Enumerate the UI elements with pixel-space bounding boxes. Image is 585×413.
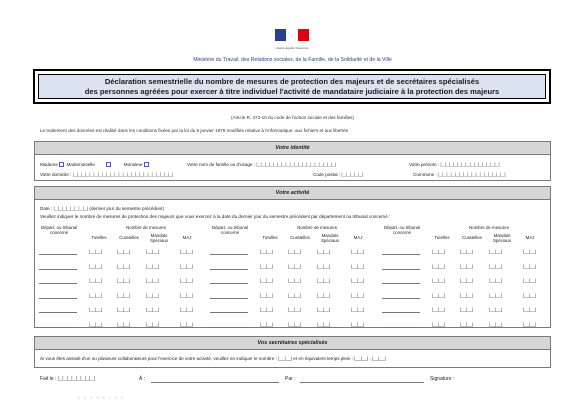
domicile-label: Votre domicile : [40,172,72,177]
col-header-tutelles: Tutelles [262,235,278,240]
activity-heading: Votre activité [35,187,550,200]
cell-cur-boxes[interactable]: |__|__| [288,278,302,283]
dept-input-line[interactable] [39,283,77,284]
dept-input-line[interactable] [210,298,248,299]
nom-boxes: |_|_|_|_|_|_|_|_|_|_|_|_|_|_|_|_|_|_|_| [256,162,337,167]
cell-cur-boxes[interactable]: |__|__| [460,249,474,254]
cell-cur-boxes[interactable]: |__|__| [117,307,131,312]
dept-input-line[interactable] [382,254,420,255]
col-header-maj: MAJ [525,235,535,240]
cell-cur-boxes[interactable]: |__|__| [117,321,131,327]
col-header-curatelles: Curatelles [462,235,482,240]
col-header-tutelles: Tutelles [434,235,450,240]
commune-boxes: |_|_|_|_|_|_|_|_|_|_|_|_|_|_|_|_| [438,172,506,177]
flag-white [286,29,297,41]
cell-maj-boxes[interactable]: |__|__| [351,292,365,298]
cell-man-boxes[interactable]: |__|__| [489,263,503,269]
cell-tut-boxes[interactable]: |__|__| [260,278,274,283]
signature-label: Signature : [430,376,455,382]
cell-tut-boxes[interactable]: |__|__| [432,321,446,327]
col-header-dept: Départ. ou tribunal concerné [40,225,78,235]
cell-cur-boxes[interactable]: |__|__| [288,292,302,298]
cell-man-boxes[interactable]: |__|__| [146,321,160,327]
col-header-group: Nombre de mesures [126,225,166,230]
cell-cur-boxes[interactable]: |__|__| [288,307,302,312]
secretaries-section [34,336,551,368]
code-postal-label: Code postal : [313,172,341,177]
dept-input-line[interactable] [39,298,77,299]
cell-tut-boxes[interactable]: |__|__| [89,278,103,283]
cell-tut-boxes[interactable]: |__|__| [260,307,274,312]
cell-tut-boxes[interactable]: |__|__| [432,249,446,254]
cell-maj-boxes[interactable]: |__|__| [351,307,365,312]
cell-man-boxes[interactable]: |__|__| [146,292,160,298]
cell-man-boxes[interactable]: |__|__| [146,278,160,283]
dept-input-line[interactable] [210,283,248,284]
french-flag-icon [275,29,309,41]
a-label: À : [139,376,146,382]
col-header-tutelles: Tutelles [91,235,107,240]
date-label: Date : [40,206,53,211]
col-header-dept: Départ. ou tribunal concerné [211,225,249,235]
col-header-dept: Départ. ou tribunal concerné [383,225,421,235]
dept-input-line[interactable] [382,269,420,270]
prenom-label: Votre prénom : [409,162,440,167]
secretaries-heading: Vos secrétaires spécialisés [35,337,550,350]
cell-man-boxes[interactable]: |__|__| [317,249,331,254]
col-header-group: Nombre de mesures [297,225,337,230]
dept-input-line[interactable] [210,327,248,328]
flag-red [298,29,309,41]
cell-man-boxes[interactable]: |__|__| [489,292,503,298]
date-boxes: |_|_|_|_|_|_|_|_| [53,206,89,211]
article-reference: (Article R. 472-10 du code de l'action sociale et des familles) [231,115,354,120]
cell-maj-boxes[interactable]: |__|__| [523,278,537,283]
cell-tut-boxes[interactable]: |__|__| [260,292,274,298]
dept-input-line[interactable] [382,327,420,328]
mademoiselle-label: Mademoiselle [66,162,95,167]
cell-tut-boxes[interactable]: |__|__| [89,263,103,269]
activity-section [34,186,551,328]
monsieur-checkbox[interactable] [144,162,149,167]
activity-instruction: Veuillez indiquer le nombre de mesures de protection des majeurs que vous exercez à la date du dernier jour du semestre précédent par département ou tribunal concerné : [40,214,391,219]
col-header-mandats: Mandats Spéciaux [492,233,512,243]
cell-man-boxes[interactable]: |__|__| [317,321,331,327]
cell-cur-boxes[interactable]: |__|__| [288,249,302,254]
code-postal-field[interactable] [313,172,364,177]
cell-man-boxes[interactable]: |__|__| [489,321,503,327]
cell-tut-boxes[interactable]: |__|__| [432,263,446,269]
nom-label: Votre nom de famille ou d'usage : [187,162,256,167]
title-line-1: Déclaration semestrielle du nombre de mesures de protection des majeurs et de secrétaires spécialisés [104,76,480,86]
ministry-name: Ministère du Travail, des Relations sociales, de la Famille, de la Solidarité et de la Ville [193,57,392,63]
cell-tut-boxes[interactable]: |__|__| [89,307,103,312]
cell-cur-boxes[interactable]: |__|__| [117,292,131,298]
identity-section [34,141,551,181]
cell-maj-boxes[interactable]: |__|__| [180,321,194,327]
cell-man-boxes[interactable]: |__|__| [146,249,160,254]
cell-man-boxes[interactable]: |__|__| [317,278,331,283]
title-options [40,162,149,167]
cell-tut-boxes[interactable]: |__|__| [432,292,446,298]
cell-man-boxes[interactable]: |__|__| [489,278,503,283]
code-postal-boxes: |_|_|_|_|_| [341,172,364,177]
fait-le-label: Fait le : [40,376,57,382]
col-header-maj: MAJ [353,235,363,240]
cell-maj-boxes[interactable]: |__|__| [180,278,194,283]
cell-maj-boxes[interactable]: |__|__| [523,249,537,254]
cell-man-boxes[interactable]: |__|__| [146,263,160,269]
cell-maj-boxes[interactable]: |__|__| [351,278,365,283]
cell-cur-boxes[interactable]: |__|__| [460,263,474,269]
madame-label: Madame [40,162,58,167]
cell-maj-boxes[interactable]: |__|__| [351,249,365,254]
republic-logo [272,27,312,53]
prenom-field[interactable] [409,162,500,167]
cell-maj-boxes[interactable]: |__|__| [523,307,537,312]
cell-cur-boxes[interactable]: |__|__| [117,278,131,283]
dept-input-line[interactable] [39,327,77,328]
cell-cur-boxes[interactable]: |__|__| [288,263,302,269]
nom-field[interactable] [187,162,337,167]
cell-maj-boxes[interactable]: |__|__| [523,321,537,327]
cell-cur-boxes[interactable]: |__|__| [460,321,474,327]
dept-input-line[interactable] [39,312,77,313]
par-label: Par : [285,376,296,382]
cell-man-boxes[interactable]: |__|__| [317,292,331,298]
cell-tut-boxes[interactable]: |__|__| [89,292,103,298]
secretaries-text[interactable]: Si vous êtes assisté d'un ou plusieurs collaborateurs pour l'exercice de votre activité, veuillez en indiquer le nombre : |__|__| et en équivalent temps plein : |__|__| , |__|__| [40,356,386,361]
cnil-notice: Le traitement des données est réalisé dans les conditions fixées par la loi du 6 janvier 1978 modifiée relative à l'informatique, aux fichiers et aux libertés [40,128,349,133]
marianne-icon [275,41,309,45]
commune-field[interactable] [413,172,506,177]
fait-le-boxes: |_|_|_|_|_|_|_|_| [57,376,96,382]
dept-input-line[interactable] [382,283,420,284]
cell-maj-boxes[interactable]: |__|__| [180,292,194,298]
form-code: 1 2 1 0 5 * 0 2 [78,396,125,400]
title-box [33,69,551,104]
par-input-line[interactable] [300,382,424,383]
dept-input-line[interactable] [39,254,77,255]
col-header-curatelles: Curatelles [119,235,139,240]
cell-tut-boxes[interactable]: |__|__| [89,321,103,327]
domicile-field[interactable] [40,172,174,177]
cell-cur-boxes[interactable]: |__|__| [460,278,474,283]
cell-tut-boxes[interactable]: |__|__| [432,278,446,283]
cell-tut-boxes[interactable]: |__|__| [260,263,274,269]
cell-cur-boxes[interactable]: |__|__| [117,263,131,269]
dept-input-line[interactable] [382,298,420,299]
dept-input-line[interactable] [210,269,248,270]
cell-man-boxes[interactable]: |__|__| [146,307,160,312]
title-line-2: des personnes agréées pour exercer à titre individuel l'activité de mandataire judiciaire à la protection des majeurs [84,86,500,96]
col-header-mandats: Mandats Spéciaux [149,233,169,243]
date-field[interactable] [40,206,164,211]
cell-maj-boxes[interactable]: |__|__| [180,249,194,254]
mademoiselle-checkbox[interactable] [106,162,111,167]
cell-tut-boxes[interactable]: |__|__| [260,249,274,254]
date-note: (dernier jour du semestre précédent) [89,206,164,211]
flag-blue [275,29,286,41]
title-inner [38,74,546,99]
cell-tut-boxes[interactable]: |__|__| [260,321,274,327]
logo-motto: Liberté Égalité Fraternité [275,46,309,50]
fait-le-field[interactable] [40,376,95,382]
cell-cur-boxes[interactable]: |__|__| [288,321,302,327]
col-header-maj: MAJ [182,235,192,240]
cell-man-boxes[interactable]: |__|__| [317,307,331,312]
cell-maj-boxes[interactable]: |__|__| [351,321,365,327]
cell-man-boxes[interactable]: |__|__| [489,249,503,254]
cell-maj-boxes[interactable]: |__|__| [180,307,194,312]
col-header-group: Nombre de mesures [469,225,509,230]
cell-man-boxes[interactable]: |__|__| [489,307,503,312]
madame-checkbox[interactable] [59,162,64,167]
col-header-curatelles: Curatelles [290,235,310,240]
cell-man-boxes[interactable]: |__|__| [317,263,331,269]
identity-heading: Votre identité [35,142,550,155]
prenom-boxes: |_|_|_|_|_|_|_|_|_|_|_|_|_|_| [440,162,500,167]
cell-maj-boxes[interactable]: |__|__| [180,263,194,269]
cell-cur-boxes[interactable]: |__|__| [460,292,474,298]
cell-cur-boxes[interactable]: |__|__| [460,307,474,312]
cell-maj-boxes[interactable]: |__|__| [523,263,537,269]
dept-input-line[interactable] [210,254,248,255]
cell-tut-boxes[interactable]: |__|__| [432,307,446,312]
domicile-boxes: |_|_|_|_|_|_|_|_|_|_|_|_|_|_|_|_|_|_|_|_|_|_|_|_| [72,172,174,177]
cell-maj-boxes[interactable]: |__|__| [351,263,365,269]
cell-cur-boxes[interactable]: |__|__| [117,249,131,254]
cell-maj-boxes[interactable]: |__|__| [523,292,537,298]
dept-input-line[interactable] [210,312,248,313]
commune-label: Commune : [413,172,437,177]
col-header-mandats: Mandats Spéciaux [320,233,340,243]
cell-tut-boxes[interactable]: |__|__| [89,249,103,254]
dept-input-line[interactable] [39,269,77,270]
a-input-line[interactable] [151,382,279,383]
dept-input-line[interactable] [382,312,420,313]
monsieur-label: Monsieur [123,162,143,167]
